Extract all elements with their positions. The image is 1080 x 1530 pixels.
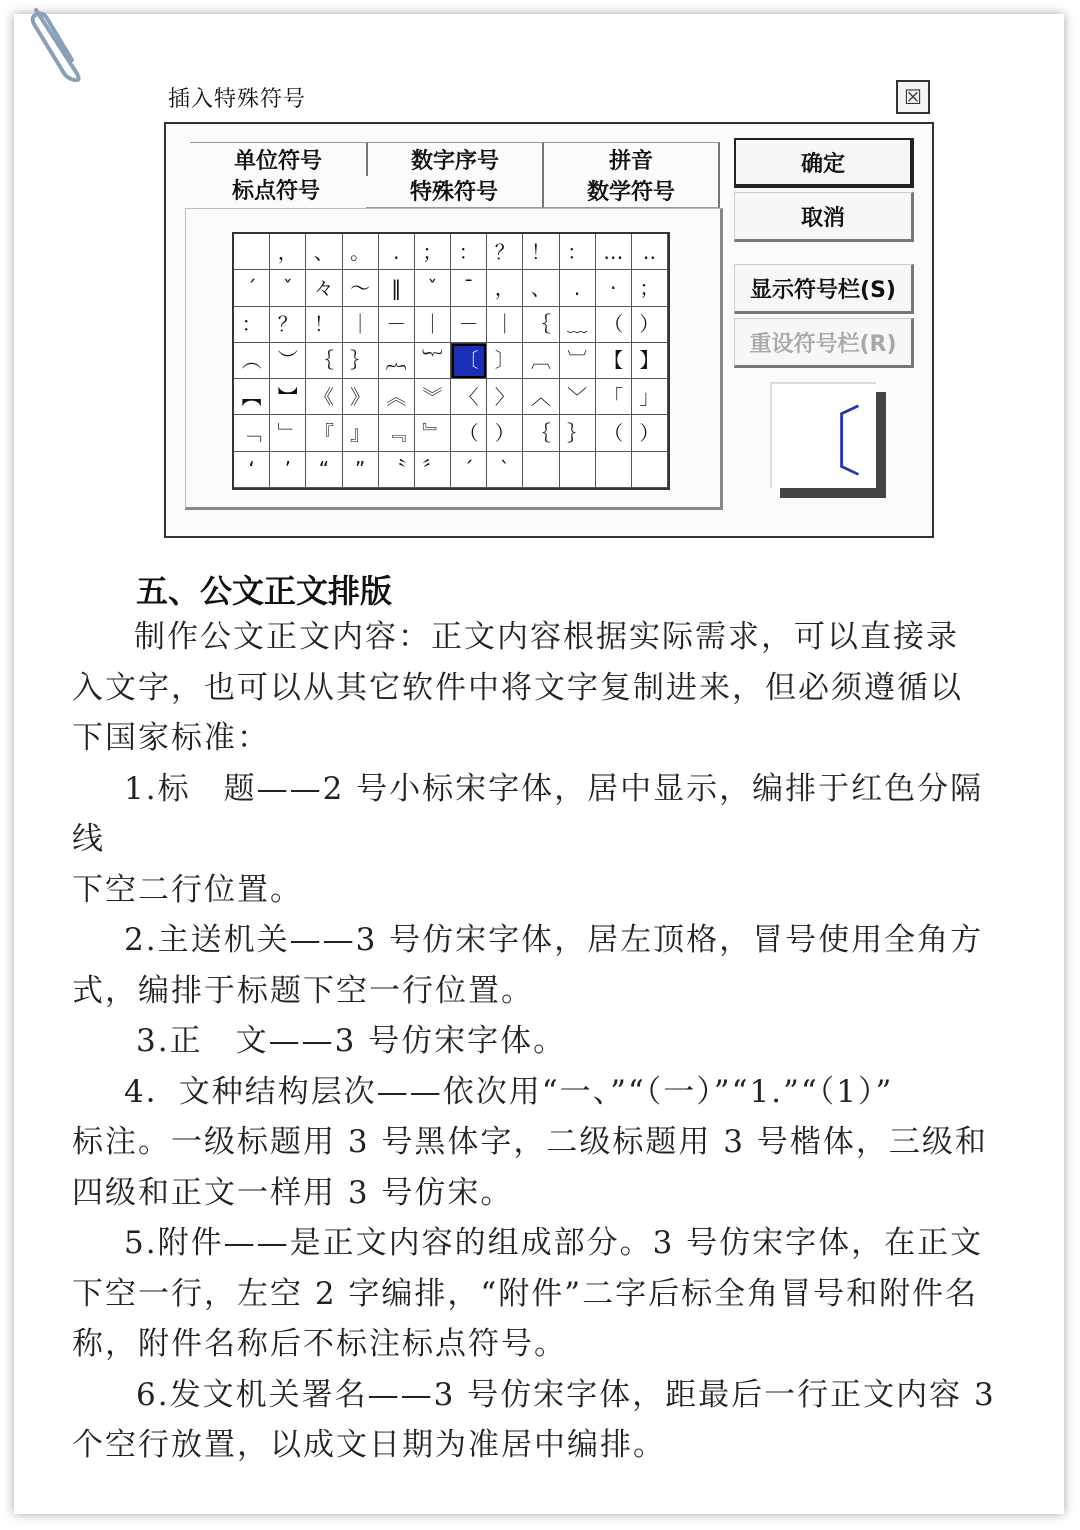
symbol-cell[interactable]: ˇ <box>270 270 306 306</box>
symbol-cell[interactable]: （ <box>451 415 487 451</box>
symbol-cell[interactable] <box>234 234 270 270</box>
symbol-cell[interactable]: ‘ <box>234 452 270 488</box>
symbol-cell[interactable]: － <box>451 307 487 343</box>
body-line: 3.正 文——3 号仿宋字体。 <box>136 1023 567 1059</box>
symbol-cell[interactable]: ； <box>632 270 668 306</box>
symbol-cell[interactable]: ｜ <box>415 307 451 343</box>
symbol-cell[interactable]: 〈 <box>451 379 487 415</box>
symbol-cell[interactable]: 」 <box>632 379 668 415</box>
body-line: 称，附件名称后不标注标点符号。 <box>72 1326 567 1362</box>
symbol-cell[interactable]: 》 <box>343 379 379 415</box>
body-line: 下国家标准： <box>72 720 270 756</box>
cancel-button[interactable]: 取消 <box>734 192 914 242</box>
symbol-cell[interactable]: ‖ <box>379 270 415 306</box>
symbol-cell[interactable]: 『 <box>306 415 342 451</box>
symbol-cell[interactable]: ） <box>632 415 668 451</box>
symbol-cell[interactable]: 「 <box>596 379 632 415</box>
body-line: 下空二行位置。 <box>72 871 303 908</box>
symbol-cell[interactable]: ︾ <box>415 379 451 415</box>
symbol-cell[interactable]: 〞 <box>415 452 451 488</box>
show-symbol-bar-button[interactable]: 显示符号栏(S) <box>734 264 914 314</box>
symbol-cell[interactable] <box>632 452 668 488</box>
body-line: 式，编排于标题下空一行位置。 <box>72 972 534 1009</box>
symbol-cell[interactable]: ” <box>343 452 379 488</box>
body-line: 标注。一级标题用 3 号黑体字，二级标题用 3 号楷体，三级和 <box>72 1124 988 1160</box>
symbol-cell[interactable]: ︵ <box>234 343 270 379</box>
symbol-cell[interactable]: － <box>379 307 415 343</box>
symbol-grid <box>232 232 670 490</box>
body-line: 1.标 题——2 号小标宋字体，居中显示，编排于红色分隔线 <box>72 770 984 857</box>
symbol-cell[interactable]: 〉 <box>487 379 523 415</box>
symbol-cell[interactable]: ｜ <box>343 307 379 343</box>
symbol-cell[interactable]: 』 <box>343 415 379 451</box>
symbol-cell[interactable]: ˉ <box>451 270 487 306</box>
symbol-cell[interactable]: ﹃ <box>379 415 415 451</box>
symbol-cell[interactable]: ） <box>632 307 668 343</box>
symbol-cell[interactable]: 、 <box>306 234 342 270</box>
symbol-cell[interactable]: 【 <box>596 343 632 379</box>
symbol-cell[interactable]: ； <box>415 234 451 270</box>
symbol-cell[interactable]: 々 <box>306 270 342 306</box>
dialog-title: 插入特殊符号 <box>168 87 307 112</box>
body-line: 入文字，也可以从其它软件中将文字复制进来，但必须遵循以 <box>72 669 963 706</box>
symbol-cell[interactable]: ︺ <box>560 343 596 379</box>
symbol-cell[interactable]: ｝ <box>343 343 379 379</box>
symbol-cell[interactable]: 《 <box>306 379 342 415</box>
symbol-cell[interactable]: ︶ <box>270 343 306 379</box>
tab-math-symbols[interactable]: 数学符号 <box>544 174 720 208</box>
tab-unit-symbols[interactable]: 单位符号 <box>190 142 368 176</box>
symbol-cell[interactable]: ﹏ <box>560 307 596 343</box>
body-line: 四级和正文一样用 3 号仿宋。 <box>72 1174 514 1211</box>
symbol-cell[interactable]: 。 <box>343 234 379 270</box>
symbol-cell[interactable]: ！ <box>523 234 559 270</box>
body-line: 下空一行，左空 2 字编排，“附件”二字后标全角冒号和附件名 <box>72 1275 979 1312</box>
symbol-cell[interactable]: ﹀ <box>560 379 596 415</box>
tab-punctuation[interactable]: 标点符号 <box>231 178 320 204</box>
symbol-cell[interactable]: ︿ <box>523 379 559 415</box>
symbol-cell[interactable]: ， <box>270 234 306 270</box>
symbol-cell[interactable]: ﹂ <box>270 415 306 451</box>
symbol-cell[interactable]: ） <box>487 415 523 451</box>
symbol-cell[interactable]: 〔 <box>451 343 487 379</box>
tab-pinyin[interactable]: 拼音 <box>544 142 720 176</box>
symbol-cell[interactable]: ｜ <box>487 307 523 343</box>
symbol-cell[interactable]: ， <box>487 270 523 306</box>
document-body <box>72 612 1016 1471</box>
close-icon[interactable]: ☒ <box>896 80 930 114</box>
symbol-cell[interactable]: ？ <box>270 307 306 343</box>
symbol-cell[interactable]: … <box>596 234 632 270</box>
reset-symbol-bar-button[interactable]: 重设符号栏(R) <box>734 318 914 368</box>
symbol-cell[interactable]: ︼ <box>270 379 306 415</box>
symbol-cell[interactable]: 】 <box>632 343 668 379</box>
symbol-cell[interactable]: ︹ <box>523 343 559 379</box>
symbol-cell[interactable] <box>523 452 559 488</box>
symbol-cell[interactable]: ˇ <box>415 270 451 306</box>
symbol-cell[interactable]: 〝 <box>379 452 415 488</box>
symbol-cell[interactable]: ｛ <box>306 343 342 379</box>
symbol-preview: 〔 <box>770 382 876 488</box>
symbol-cell[interactable] <box>560 452 596 488</box>
symbol-cell[interactable]: ’ <box>270 452 306 488</box>
paperclip-icon <box>26 2 86 82</box>
symbol-cell[interactable]: ˊ <box>451 452 487 488</box>
symbol-cell[interactable]: （ <box>596 307 632 343</box>
symbol-cell[interactable]: . <box>560 270 596 306</box>
symbol-cell[interactable]: ︷ <box>379 343 415 379</box>
body-line: 5.附件——是正文内容的组成部分。3 号仿宋字体，在正文 <box>124 1225 984 1261</box>
ok-button[interactable]: 确定 <box>734 138 914 188</box>
body-line: 6.发文机关署名——3 号仿宋字体，距最后一行正文内容 3 <box>136 1376 996 1413</box>
symbol-cell[interactable]: ︸ <box>415 343 451 379</box>
symbol-cell[interactable]: （ <box>596 415 632 451</box>
symbol-cell[interactable]: . <box>379 234 415 270</box>
symbol-cell[interactable]: 〕 <box>487 343 523 379</box>
symbol-cell[interactable]: ˋ <box>487 452 523 488</box>
symbol-cell[interactable]: 、 <box>523 270 559 306</box>
symbol-cell[interactable] <box>596 452 632 488</box>
symbol-cell[interactable]: ︽ <box>379 379 415 415</box>
symbol-cell[interactable]: ﹄ <box>415 415 451 451</box>
body-line: 个空行放置，以成文日期为准居中编排。 <box>72 1427 666 1463</box>
symbol-cell[interactable]: ～ <box>343 270 379 306</box>
symbol-cell[interactable]: ｛ <box>523 415 559 451</box>
tab-special-symbols[interactable]: 特殊符号 <box>366 174 544 208</box>
symbol-cell[interactable]: “ <box>306 452 342 488</box>
body-line: 4．文种结构层次——依次用“一、”“（一）”“1.”“（1）” <box>124 1073 894 1110</box>
symbol-cell[interactable]: ？ <box>487 234 523 270</box>
symbol-cell[interactable]: ： <box>234 307 270 343</box>
symbol-cell[interactable]: ‥ <box>632 234 668 270</box>
symbol-cell[interactable]: ﹁ <box>234 415 270 451</box>
symbol-cell[interactable]: ： <box>451 234 487 270</box>
symbol-cell[interactable]: ｝ <box>560 415 596 451</box>
symbol-cell[interactable]: ！ <box>306 307 342 343</box>
section-heading: 五、公文正文排版 <box>136 572 393 610</box>
body-line: 制作公文正文内容：正文内容根据实际需求，可以直接录 <box>134 619 959 655</box>
symbol-cell[interactable]: ： <box>560 234 596 270</box>
symbol-cell[interactable]: ｛ <box>523 307 559 343</box>
symbol-cell[interactable]: · <box>596 270 632 306</box>
body-line: 2.主送机关——3 号仿宋字体，居左顶格，冒号使用全角方 <box>124 922 984 958</box>
symbol-cell[interactable]: ︻ <box>234 379 270 415</box>
symbol-cell[interactable]: ´ <box>234 270 270 306</box>
tab-number-sequence[interactable]: 数字序号 <box>368 142 544 176</box>
